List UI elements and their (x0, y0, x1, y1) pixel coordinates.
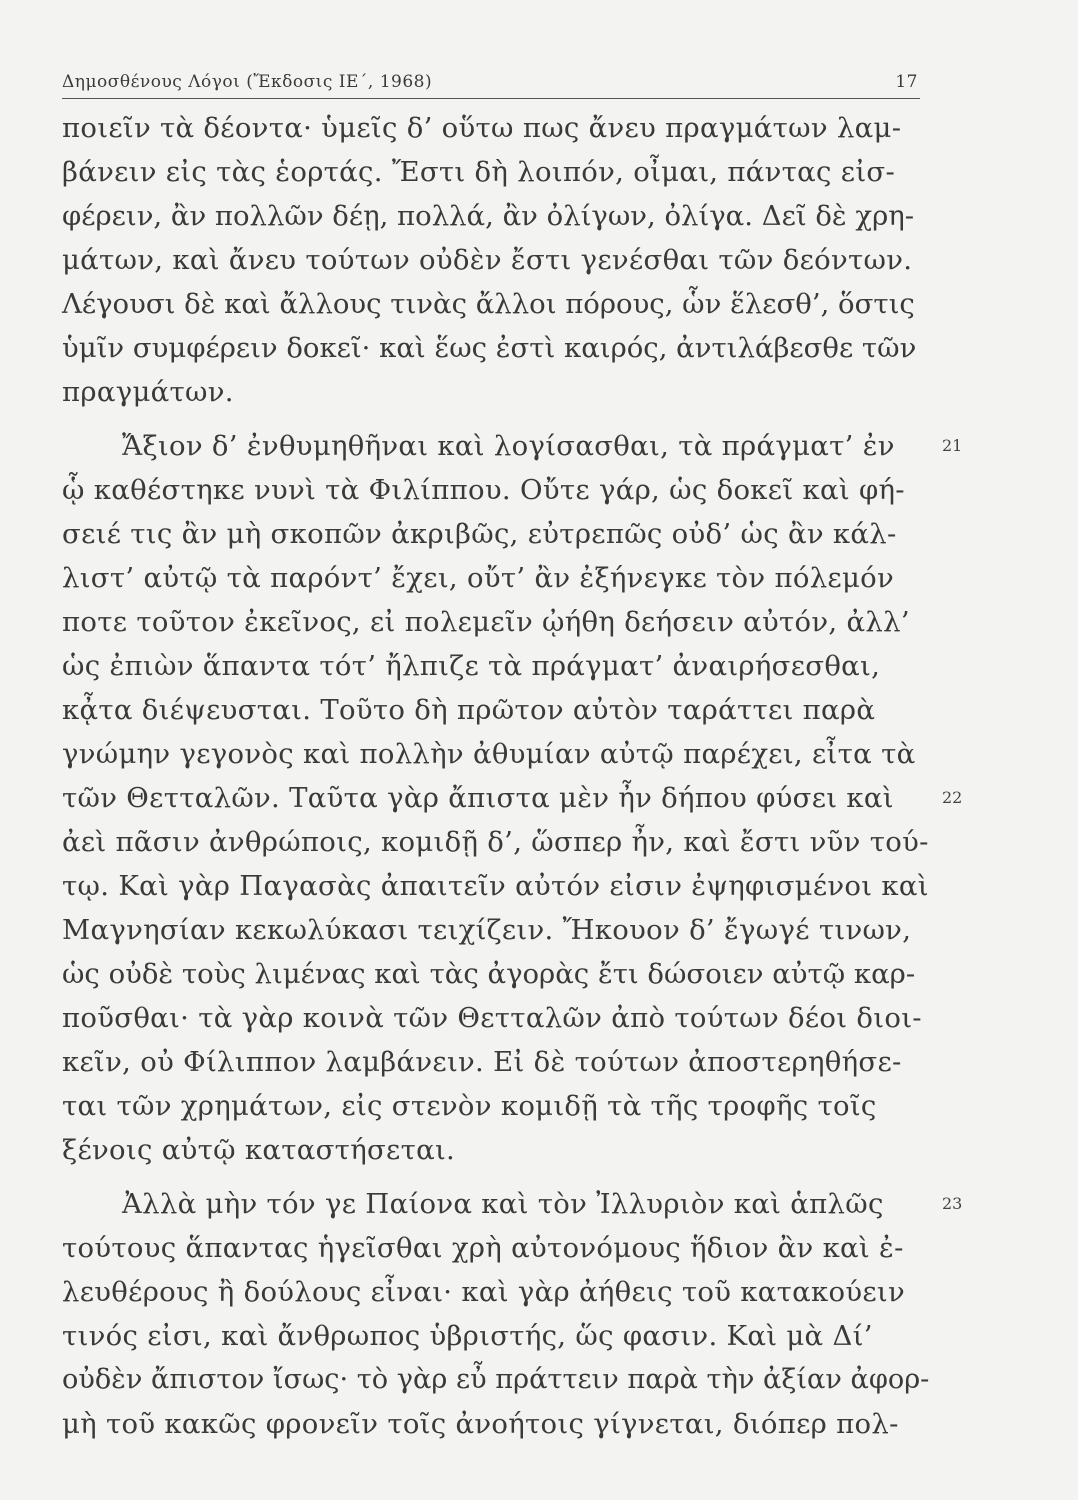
text-line: ἀεὶ πᾶσιν ἀνθρώποις, κομιδῇ δ’, ὥσπερ ἦν, καὶ ἔστι νῦν τού- (62, 826, 929, 858)
text-line: ὑμῖν συμφέρειν δοκεῖ· καὶ ἕως ἐστὶ καιρός, ἀντιλάβεσθε τῶν (62, 332, 917, 364)
section-number: 22 (942, 788, 963, 807)
paragraph-first-line: Ἀλλὰ μὴν τόν γε Παίονα καὶ τὸν Ἰλλυριὸν καὶ ἁπλῶς (122, 1188, 884, 1220)
text-line: Μαγνησίαν κεκωλύκασι τειχίζειν. Ἤκουον δ’ ἔγωγέ τινων, (62, 914, 912, 946)
text-line: ᾧ καθέστηκε νυνὶ τὰ Φιλίππου. Οὔτε γάρ, ὡς δοκεῖ καὶ φή- (62, 474, 905, 506)
running-head (62, 72, 920, 99)
section-number: 23 (942, 1194, 963, 1213)
text-line: πραγμάτων. (62, 376, 234, 408)
text-line: τούτους ἅπαντας ἡγεῖσθαι χρὴ αὐτονόμους ἥδιον ἂν καὶ ἐ- (62, 1232, 904, 1264)
text-line: ποῦσθαι· τὰ γὰρ κοινὰ τῶν Θετταλῶν ἀπὸ τούτων δέοι διοι- (62, 1002, 922, 1034)
text-line: κᾆτα διέψευσται. Τοῦτο δὴ πρῶτον αὐτὸν ταράττει παρὰ (62, 694, 876, 726)
text-line: τῳ. Καὶ γὰρ Παγασὰς ἀπαιτεῖν αὐτόν εἰσιν ἐψηφισμένοι καὶ (62, 870, 929, 902)
text-line: ὡς ἐπιὼν ἅπαντα τότ’ ἤλπιζε τὰ πράγματ’ ἀναιρήσεσθαι, (62, 650, 881, 682)
text-line: μάτων, καὶ ἄνευ τούτων οὐδὲν ἔστι γενέσθαι τῶν δεόντων. (62, 244, 913, 276)
text-line: μὴ τοῦ κακῶς φρονεῖν τοῖς ἀνοήτοις γίγνεται, διόπερ πολ- (62, 1408, 899, 1440)
text-line: τινός εἰσι, καὶ ἄνθρωπος ὑβριστής, ὥς φασιν. Καὶ μὰ Δί’ (62, 1320, 873, 1352)
text-line: λιστ’ αὐτῷ τὰ παρόντ’ ἔχει, οὔτ’ ἂν ἐξήνεγκε τὸν πόλεμόν (62, 562, 895, 594)
text-line: τῶν Θετταλῶν. Ταῦτα γὰρ ἄπιστα μὲν ἦν δήπου φύσει καὶ (62, 782, 894, 814)
text-line: κεῖν, οὐ Φίλιππον λαμβάνειν. Εἰ δὲ τούτων ἀποστερηθήσε- (62, 1046, 902, 1078)
text-line: σειέ τις ἂν μὴ σκοπῶν ἀκριβῶς, εὐτρεπῶς οὐδ’ ὡς ἂν κάλ- (62, 518, 897, 550)
text-line: Λέγουσι δὲ καὶ ἄλλους τινὰς ἄλλοι πόρους, ὧν ἕλεσθ’, ὅστις (62, 288, 915, 320)
section-number: 21 (942, 436, 963, 455)
text-line: ὡς οὐδὲ τοὺς λιμένας καὶ τὰς ἀγορὰς ἔτι δώσοιεν αὐτῷ καρ- (62, 958, 916, 990)
text-line: φέρειν, ἂν πολλῶν δέῃ, πολλά, ἂν ὀλίγων, ὀλίγα. Δεῖ δὲ χρη- (62, 200, 915, 232)
paragraph-first-line: Ἄξιον δ’ ἐνθυμηθῆναι καὶ λογίσασθαι, τὰ πράγματ’ ἐν (122, 430, 895, 462)
text-line: λευθέρους ἢ δούλους εἶναι· καὶ γὰρ ἀήθεις τοῦ κατακούειν (62, 1276, 906, 1308)
text-line: οὐδὲν ἄπιστον ἴσως· τὸ γὰρ εὖ πράττειν παρὰ τὴν ἀξίαν ἀφορ- (62, 1364, 930, 1395)
page-number: 17 (895, 72, 918, 92)
text-line: ξένοις αὐτῷ καταστήσεται. (62, 1134, 456, 1166)
text-line: ποιεῖν τὰ δέοντα· ὑμεῖς δ’ οὕτω πως ἄνευ πραγμάτων λαμ- (62, 112, 902, 144)
running-head-title: Δημοσθένους Λόγοι (Ἔκδοσις ΙΕ΄, 1968) (62, 72, 433, 92)
text-line: ποτε τοῦτον ἐκεῖνος, εἰ πολεμεῖν ᾠήθη δεήσειν αὐτόν, ἀλλ’ (62, 606, 910, 638)
text-line: ται τῶν χρημάτων, εἰς στενὸν κομιδῇ τὰ τῆς τροφῆς τοῖς (62, 1090, 877, 1122)
text-line: γνώμην γεγονὸς καὶ πολλὴν ἀθυμίαν αὐτῷ παρέχει, εἶτα τὰ (62, 738, 916, 770)
text-line: βάνειν εἰς τὰς ἑορτάς. Ἔστι δὴ λοιπόν, οἶμαι, πάντας εἰσ- (62, 156, 896, 188)
